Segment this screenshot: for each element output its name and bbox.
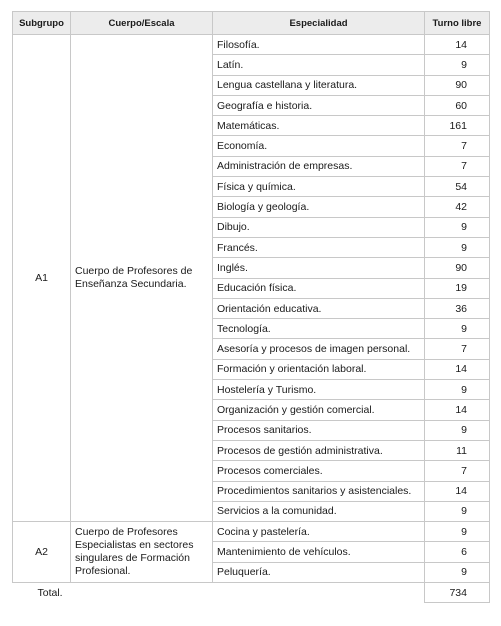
especialidad-cell: Economía. bbox=[213, 136, 425, 156]
turno-libre-cell: 9 bbox=[425, 380, 490, 400]
cuerpo-escala-cell: Cuerpo de Profesores de Enseñanza Secundaria. bbox=[71, 35, 213, 522]
subgrupo-cell: A1 bbox=[13, 35, 71, 522]
especialidad-cell: Cocina y pastelería. bbox=[213, 522, 425, 542]
turno-libre-cell: 9 bbox=[425, 501, 490, 521]
especialidad-cell: Procedimientos sanitarios y asistenciales. bbox=[213, 481, 425, 501]
header-cuerpo: Cuerpo/Escala bbox=[71, 12, 213, 35]
turno-libre-cell: 90 bbox=[425, 258, 490, 278]
especialidad-cell: Orientación educativa. bbox=[213, 298, 425, 318]
total-label: Total. bbox=[13, 583, 425, 603]
especialidad-cell: Tecnología. bbox=[213, 319, 425, 339]
turno-libre-cell: 7 bbox=[425, 156, 490, 176]
especialidad-cell: Servicios a la comunidad. bbox=[213, 501, 425, 521]
turno-libre-cell: 9 bbox=[425, 55, 490, 75]
especialidad-cell: Peluquería. bbox=[213, 562, 425, 582]
especialidad-cell: Francés. bbox=[213, 237, 425, 257]
turno-libre-cell: 7 bbox=[425, 339, 490, 359]
turno-libre-cell: 14 bbox=[425, 400, 490, 420]
especialidad-cell: Formación y orientación laboral. bbox=[213, 359, 425, 379]
turno-libre-cell: 161 bbox=[425, 116, 490, 136]
turno-libre-cell: 14 bbox=[425, 359, 490, 379]
turno-libre-cell: 42 bbox=[425, 197, 490, 217]
turno-libre-cell: 9 bbox=[425, 522, 490, 542]
especialidad-cell: Procesos sanitarios. bbox=[213, 420, 425, 440]
header-row bbox=[13, 12, 490, 35]
especialidad-cell: Dibujo. bbox=[213, 217, 425, 237]
especialidad-cell: Procesos comerciales. bbox=[213, 461, 425, 481]
especialidad-cell: Educación física. bbox=[213, 278, 425, 298]
turno-libre-cell: 90 bbox=[425, 75, 490, 95]
turno-libre-cell: 19 bbox=[425, 278, 490, 298]
table-row bbox=[13, 522, 490, 542]
header-subgrupo: Subgrupo bbox=[13, 12, 71, 35]
cuerpo-escala-cell: Cuerpo de Profesores Especialistas en sectores singulares de Formación Profesional. bbox=[71, 522, 213, 583]
turno-libre-cell: 54 bbox=[425, 177, 490, 197]
turno-libre-cell: 9 bbox=[425, 217, 490, 237]
subgrupo-cell: A2 bbox=[13, 522, 71, 583]
especialidad-cell: Inglés. bbox=[213, 258, 425, 278]
plazas-table bbox=[12, 11, 490, 603]
turno-libre-cell: 9 bbox=[425, 319, 490, 339]
especialidad-cell: Latín. bbox=[213, 55, 425, 75]
especialidad-cell: Hostelería y Turismo. bbox=[213, 380, 425, 400]
turno-libre-cell: 6 bbox=[425, 542, 490, 562]
especialidad-cell: Geografía e historia. bbox=[213, 95, 425, 115]
turno-libre-cell: 14 bbox=[425, 35, 490, 55]
turno-libre-cell: 7 bbox=[425, 461, 490, 481]
header-turno-libre: Turno libre bbox=[425, 12, 490, 35]
turno-libre-cell: 9 bbox=[425, 420, 490, 440]
especialidad-cell: Administración de empresas. bbox=[213, 156, 425, 176]
total-value: 734 bbox=[425, 583, 490, 603]
table-row bbox=[13, 35, 490, 55]
total-row bbox=[13, 583, 490, 603]
especialidad-cell: Lengua castellana y literatura. bbox=[213, 75, 425, 95]
especialidad-cell: Mantenimiento de vehículos. bbox=[213, 542, 425, 562]
especialidad-cell: Matemáticas. bbox=[213, 116, 425, 136]
turno-libre-cell: 9 bbox=[425, 237, 490, 257]
turno-libre-cell: 60 bbox=[425, 95, 490, 115]
table-body bbox=[13, 35, 490, 603]
turno-libre-cell: 36 bbox=[425, 298, 490, 318]
header-especialidad: Especialidad bbox=[213, 12, 425, 35]
turno-libre-cell: 11 bbox=[425, 440, 490, 460]
turno-libre-cell: 7 bbox=[425, 136, 490, 156]
turno-libre-cell: 9 bbox=[425, 562, 490, 582]
especialidad-cell: Organización y gestión comercial. bbox=[213, 400, 425, 420]
especialidad-cell: Física y química. bbox=[213, 177, 425, 197]
especialidad-cell: Asesoría y procesos de imagen personal. bbox=[213, 339, 425, 359]
especialidad-cell: Filosofía. bbox=[213, 35, 425, 55]
especialidad-cell: Biología y geología. bbox=[213, 197, 425, 217]
turno-libre-cell: 14 bbox=[425, 481, 490, 501]
especialidad-cell: Procesos de gestión administrativa. bbox=[213, 440, 425, 460]
